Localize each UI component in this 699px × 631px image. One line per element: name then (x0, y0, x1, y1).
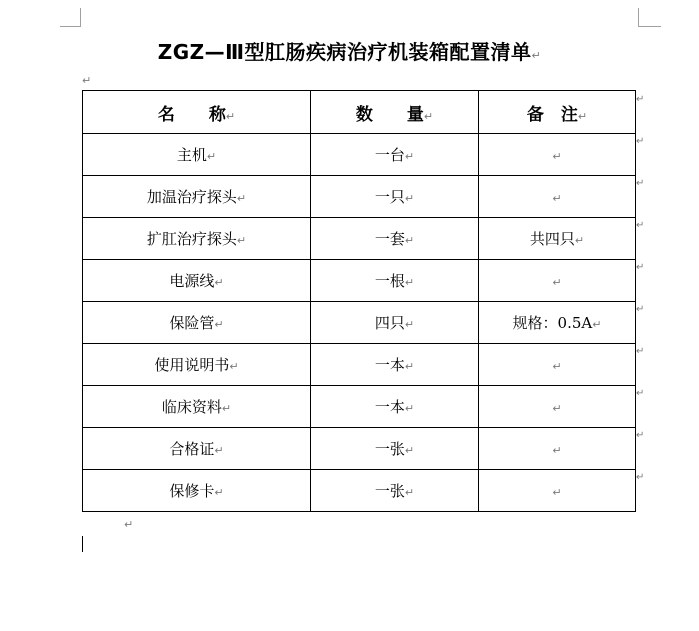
row-end-mark-icon: ↵ (636, 472, 645, 483)
cell-name-text: 保险管 (169, 314, 215, 332)
cell-mark-icon: ↵ (404, 318, 415, 331)
cell-quantity[interactable] (311, 134, 479, 176)
row-end-mark-icon: ↵ (636, 136, 645, 147)
cell-quantity[interactable] (311, 428, 479, 470)
cell-mark-icon: ↵ (552, 149, 562, 163)
cell-name[interactable] (83, 428, 311, 470)
header-quantity (311, 91, 479, 134)
cell-mark-icon: ↵ (214, 318, 224, 331)
cell-mark-icon: ↵ (229, 360, 239, 373)
table-row (83, 134, 636, 176)
header-quantity-label: 数 量 (355, 104, 424, 125)
table-row (83, 176, 636, 218)
cell-mark-icon: ↵ (404, 192, 415, 205)
cell-name[interactable] (83, 218, 311, 260)
cell-note[interactable] (479, 176, 636, 218)
text-cursor[interactable] (82, 536, 83, 552)
cell-quantity[interactable] (311, 344, 479, 386)
cell-name[interactable] (83, 470, 311, 512)
cell-note[interactable] (479, 302, 636, 344)
page-margin-corner-top-right (638, 8, 661, 27)
table-row (83, 344, 636, 386)
cell-mark-icon: ↵ (404, 234, 415, 247)
table-row (83, 470, 636, 512)
cell-name-text: 使用说明书 (154, 356, 230, 374)
cell-name-text: 扩肛治疗探头 (146, 230, 237, 248)
cell-name-text: 临床资料 (161, 398, 222, 416)
cell-mark-icon: ↵ (592, 318, 602, 331)
table-row (83, 218, 636, 260)
cell-note[interactable] (479, 134, 636, 176)
cell-name[interactable] (83, 344, 311, 386)
cell-quantity-text: 一张 (374, 440, 405, 458)
cell-quantity[interactable] (311, 386, 479, 428)
cell-mark-icon: ↵ (552, 275, 562, 289)
cell-quantity-text: 一根 (374, 272, 405, 290)
cell-mark-icon: ↵ (404, 150, 415, 163)
cell-mark-icon: ↵ (236, 192, 247, 205)
row-end-mark-icon: ↵ (636, 388, 645, 399)
cell-quantity[interactable] (311, 176, 479, 218)
cell-mark-icon: ↵ (404, 360, 415, 373)
row-end-marks (636, 90, 656, 510)
row-end-mark-icon: ↵ (636, 178, 645, 189)
cell-mark-icon: ↵ (552, 485, 562, 499)
cell-mark-icon: ↵ (574, 234, 585, 247)
cell-mark-icon: ↵ (214, 444, 224, 457)
cell-name[interactable] (83, 260, 311, 302)
header-name-label: 名 称 (157, 104, 226, 125)
paragraph-mark-icon: ↵ (82, 74, 92, 87)
cell-mark-icon: ↵ (552, 359, 562, 373)
row-end-mark-icon: ↵ (636, 304, 645, 315)
cell-quantity[interactable] (311, 218, 479, 260)
table-row (83, 386, 636, 428)
cell-name-text: 加温治疗探头 (146, 188, 237, 206)
packing-list-table (82, 90, 636, 512)
cell-name-text: 合格证 (169, 440, 215, 458)
cell-name-text: 电源线 (169, 272, 215, 290)
table-row (83, 428, 636, 470)
row-end-mark-icon: ↵ (636, 220, 645, 231)
cell-name[interactable] (83, 134, 311, 176)
cell-name-text: 保修卡 (169, 482, 215, 500)
document-title (0, 36, 699, 65)
cell-mark-icon: ↵ (552, 443, 562, 457)
cell-name[interactable] (83, 386, 311, 428)
row-end-mark-icon: ↵ (636, 430, 645, 441)
cell-quantity-text: 一台 (374, 146, 405, 164)
cell-name-text: 主机 (176, 146, 207, 164)
cell-note[interactable] (479, 218, 636, 260)
cell-quantity[interactable] (311, 302, 479, 344)
cell-mark-icon: ↵ (214, 276, 224, 289)
cell-quantity-text: 四只 (374, 314, 405, 332)
cell-mark-icon: ↵ (552, 191, 562, 205)
header-name (83, 91, 311, 134)
cell-note[interactable] (479, 470, 636, 512)
cell-mark-icon: ↵ (206, 150, 217, 163)
cell-mark-icon: ↵ (214, 486, 224, 499)
cell-quantity[interactable] (311, 260, 479, 302)
cell-note[interactable] (479, 386, 636, 428)
cell-quantity-text: 一本 (374, 398, 405, 416)
cell-quantity-text: 一只 (374, 188, 405, 206)
cell-mark-icon: ↵ (423, 109, 434, 123)
cell-note-text: 规格：0.5A (512, 314, 593, 332)
cell-mark-icon: ↵ (404, 402, 415, 415)
cell-mark-icon: ↵ (225, 109, 236, 123)
header-note-label: 备 注 (526, 104, 578, 125)
row-end-mark-icon: ↵ (636, 94, 645, 105)
table-header-row (83, 91, 636, 134)
cell-note-text: 共四只 (529, 230, 575, 248)
row-end-mark-icon: ↵ (636, 346, 645, 357)
paragraph-mark-icon: ↵ (124, 518, 134, 531)
cell-quantity-text: 一张 (374, 482, 405, 500)
table-row (83, 260, 636, 302)
cell-mark-icon: ↵ (404, 276, 415, 289)
document-title-text: ZGZ—Ⅲ型肛肠疾病治疗机装箱配置清单 (157, 40, 532, 64)
cell-quantity-text: 一套 (374, 230, 405, 248)
row-end-mark-icon: ↵ (636, 262, 645, 273)
header-note (479, 91, 636, 134)
cell-name[interactable] (83, 302, 311, 344)
cell-name[interactable] (83, 176, 311, 218)
cell-note[interactable] (479, 260, 636, 302)
paragraph-mark-icon: ↵ (531, 49, 542, 62)
cell-mark-icon: ↵ (404, 486, 415, 499)
cell-mark-icon: ↵ (577, 109, 588, 123)
cell-mark-icon: ↵ (236, 234, 247, 247)
cell-note[interactable] (479, 344, 636, 386)
cell-note[interactable] (479, 428, 636, 470)
page-margin-corner-top-left (60, 8, 81, 27)
cell-mark-icon: ↵ (552, 401, 562, 415)
cell-mark-icon: ↵ (221, 402, 232, 415)
cell-mark-icon: ↵ (404, 444, 415, 457)
cell-quantity[interactable] (311, 470, 479, 512)
cell-quantity-text: 一本 (374, 356, 405, 374)
table-row (83, 302, 636, 344)
